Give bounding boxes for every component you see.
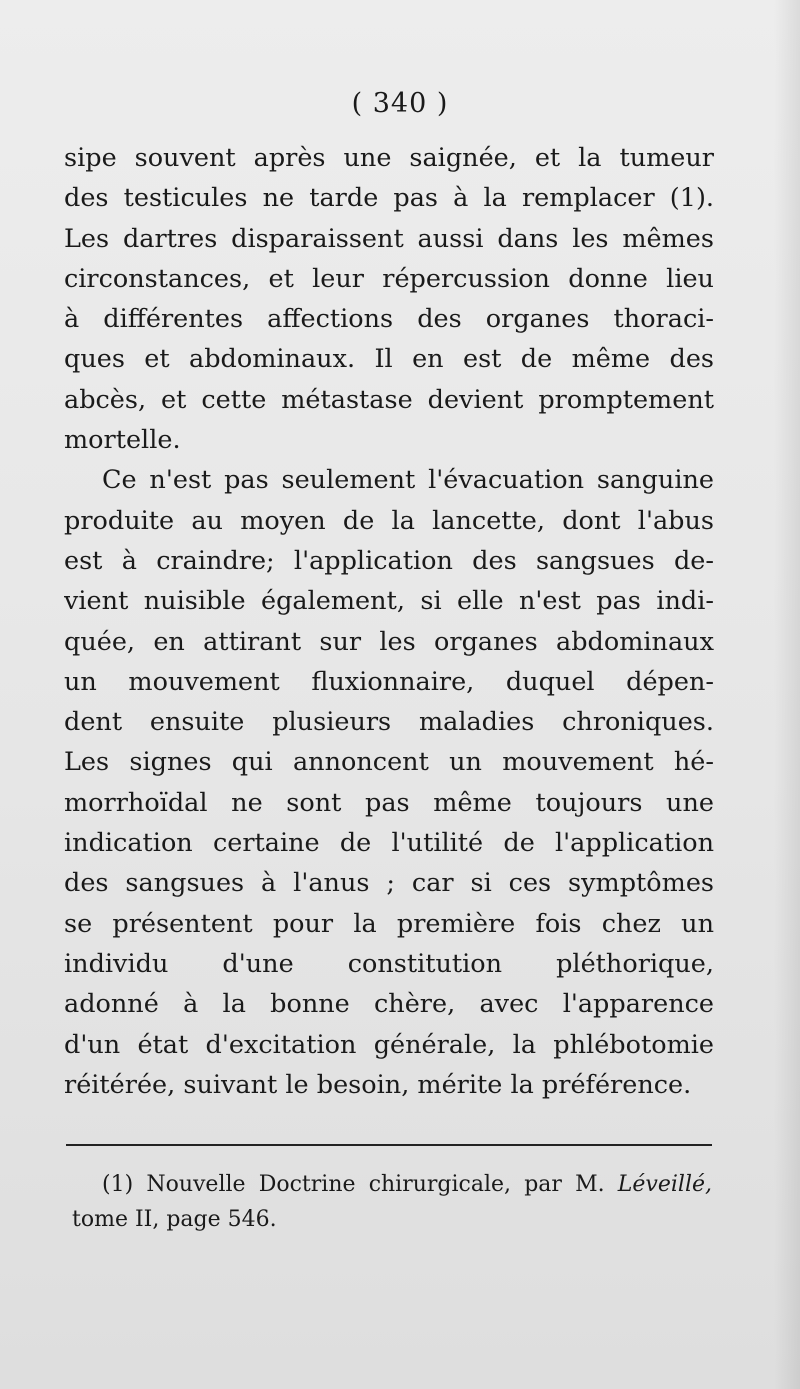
footnote — [72, 1167, 712, 1237]
text-line: individu d'une constitution pléthorique, — [64, 948, 714, 979]
body-text — [64, 138, 714, 1105]
text-line: Les dartres disparaissent aussi dans les mêmes — [64, 223, 714, 254]
text-line: est à craindre; l'application des sangsues de- — [64, 545, 714, 576]
footnote-author: Léveillé, — [617, 1172, 712, 1197]
text-line: dent ensuite plusieurs maladies chroniques. — [64, 707, 714, 738]
footnote-divider — [66, 1144, 712, 1146]
footnote-line — [72, 1167, 712, 1202]
text-line: se présentent pour la première fois chez un — [64, 908, 714, 939]
text-line: réitérée, suivant le besoin, mérite la préférence. — [64, 1069, 692, 1100]
page-edge-shadow — [774, 0, 800, 1389]
text-line: adonné à la bonne chère, avec l'apparence — [64, 989, 714, 1020]
text-line: Les signes qui annoncent un mouvement hé- — [64, 747, 714, 778]
text-line: mortelle. — [64, 425, 181, 456]
text-line: quée, en attirant sur les organes abdominaux — [64, 626, 714, 657]
text-line: ques et abdominaux. Il en est de même des — [64, 344, 714, 375]
text-line: indication certaine de l'utilité de l'application — [64, 828, 714, 859]
text-line: d'un état d'excitation générale, la phlébotomie — [64, 1029, 714, 1060]
paragraph-first-line: Ce n'est pas seulement l'évacuation sanguine — [102, 465, 714, 496]
page-number: ( 340 ) — [351, 88, 449, 119]
text-line: produite au moyen de la lancette, dont l'abus — [64, 505, 714, 536]
text-line: circonstances, et leur répercussion donne lieu — [64, 263, 714, 294]
text-line: des testicules ne tarde pas à la remplacer (1). — [64, 183, 714, 214]
footnote-citation: (1) Nouvelle Doctrine chirurgicale, par M. — [102, 1172, 618, 1197]
text-line: vient nuisible également, si elle n'est pas indi- — [64, 586, 714, 617]
footnote-line: tome II, page 546. — [72, 1207, 277, 1232]
text-line: morrhoïdal ne sont pas même toujours une — [64, 787, 714, 818]
text-line: abcès, et cette métastase devient promptement — [64, 384, 714, 415]
text-line: des sangsues à l'anus ; car si ces symptômes — [64, 868, 714, 899]
text-line: sipe souvent après une saignée, et la tumeur — [64, 143, 714, 173]
text-line: un mouvement fluxionnaire, duquel dépen- — [64, 666, 714, 697]
text-line: à différentes affections des organes thoraci- — [64, 304, 714, 335]
